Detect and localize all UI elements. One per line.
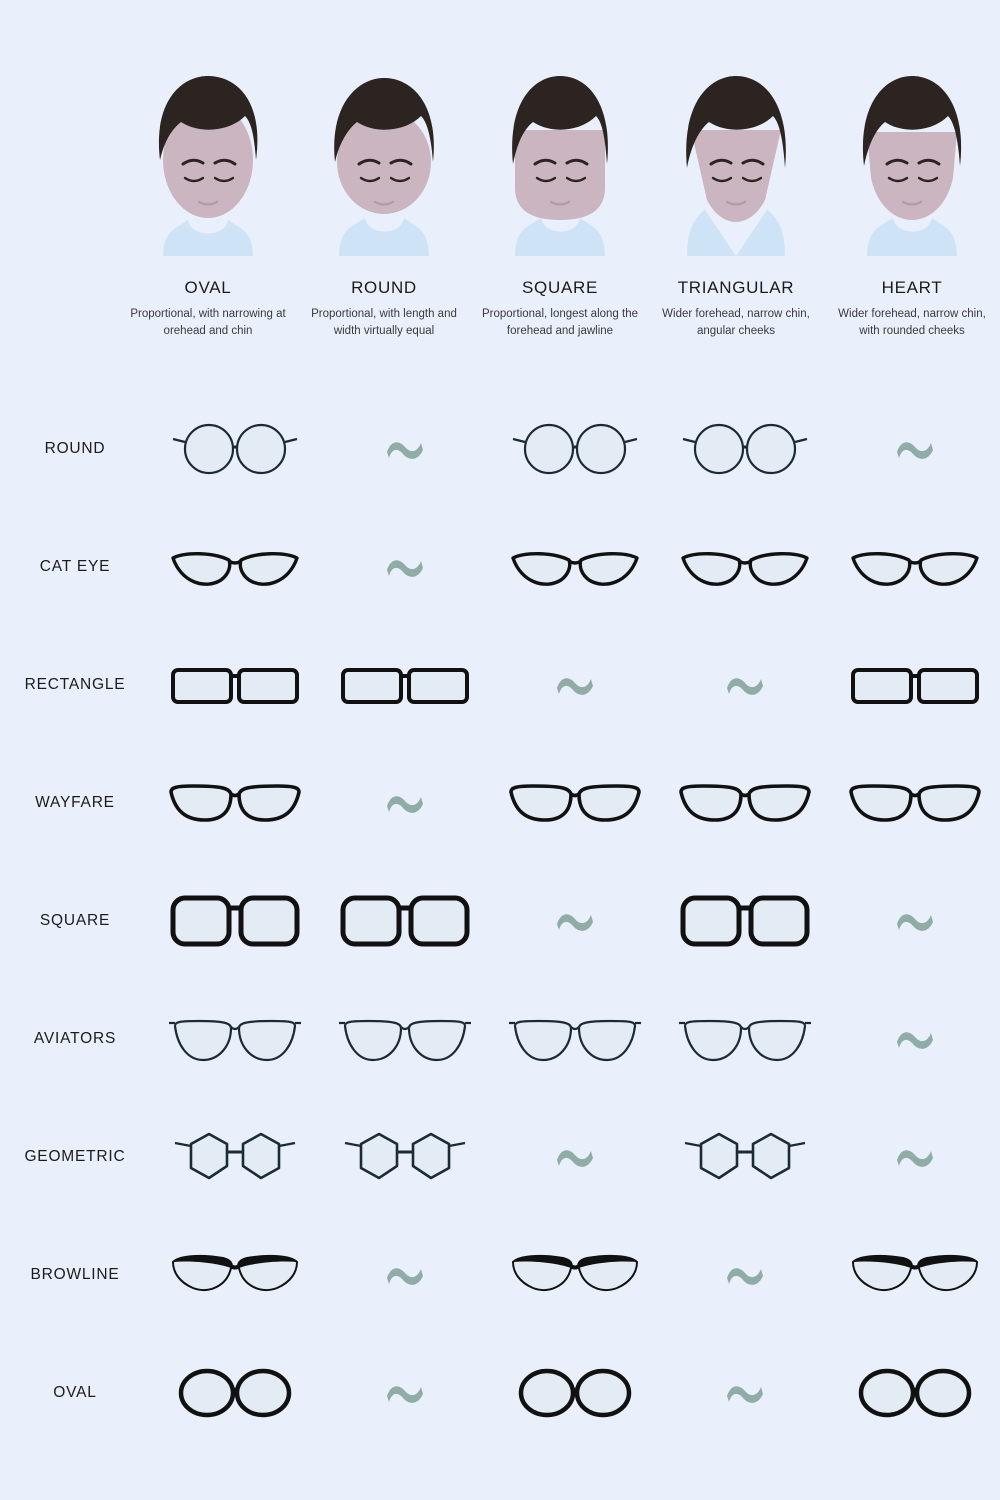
glasses-match-browline-heart [830,1216,1000,1334]
glasses-row-geometric [0,1098,1000,1216]
face-shape-title: HEART [881,278,943,297]
glasses-row-round [0,390,1000,508]
glasses-match-oval-oval [150,1334,320,1452]
face-shape-title: ROUND [351,278,417,297]
squiggle-icon [830,862,1000,980]
glasses-match-rectangle-oval [150,626,320,744]
glasses-row-wayfare [0,744,1000,862]
squiggle-icon [490,626,660,744]
face-shape-description: Proportional, with length and width virtually equal [311,308,457,337]
face-shape-column-heart [824,60,1000,339]
glasses-row-label: AVIATORS [33,1030,117,1047]
glasses-match-round-oval [150,390,320,508]
glasses-match-cat-eye-square [490,508,660,626]
squiggle-icon [660,626,830,744]
face-shape-column-round [296,60,472,339]
glasses-match-aviators-round [320,980,490,1098]
face-illustration-heart [837,60,987,260]
squiggle-icon [490,862,660,980]
face-shape-header-row [120,60,1000,339]
squiggle-icon [320,1334,490,1452]
squiggle-icon [660,1334,830,1452]
glasses-match-cat-eye-triangular [660,508,830,626]
glasses-row-label: OVAL [53,1384,97,1401]
glasses-match-geometric-round [320,1098,490,1216]
glasses-row-label: ROUND [44,440,106,457]
glasses-match-wayfare-heart [830,744,1000,862]
face-shape-description: Proportional, longest along the forehead and jawline [482,308,638,337]
glasses-row-aviators [0,980,1000,1098]
glasses-match-geometric-oval [150,1098,320,1216]
squiggle-icon [830,390,1000,508]
glasses-match-wayfare-triangular [660,744,830,862]
glasses-match-aviators-triangular [660,980,830,1098]
glasses-match-aviators-square [490,980,660,1098]
glasses-match-wayfare-oval [150,744,320,862]
glasses-match-rectangle-heart [830,626,1000,744]
squiggle-icon [320,390,490,508]
face-shape-title: TRIANGULAR [677,278,795,297]
glasses-match-browline-square [490,1216,660,1334]
glasses-row-square [0,862,1000,980]
glasses-match-aviators-oval [150,980,320,1098]
glasses-row-label: WAYFARE [35,794,115,811]
glasses-grid [0,390,1000,1452]
face-illustration-triangular [661,60,811,260]
glasses-match-oval-square [490,1334,660,1452]
squiggle-icon [830,1098,1000,1216]
squiggle-icon [320,744,490,862]
face-shape-title: SQUARE [522,278,598,297]
face-shape-column-triangular [648,60,824,339]
glasses-match-oval-heart [830,1334,1000,1452]
squiggle-icon [490,1098,660,1216]
glasses-match-round-square [490,390,660,508]
face-illustration-square [485,60,635,260]
face-illustration-round [309,60,459,260]
glasses-match-square-triangular [660,862,830,980]
glasses-match-rectangle-round [320,626,490,744]
glasses-row-label: SQUARE [39,912,111,929]
glasses-row-browline [0,1216,1000,1334]
glasses-row-label: BROWLINE [30,1266,120,1283]
face-shape-column-oval [120,60,296,339]
glasses-row-label: CAT EYE [39,558,111,575]
glasses-match-wayfare-square [490,744,660,862]
face-shape-column-square [472,60,648,339]
glasses-match-browline-oval [150,1216,320,1334]
glasses-match-cat-eye-oval [150,508,320,626]
face-shape-description: Wider forehead, narrow chin, angular cheeks [662,308,810,337]
glasses-match-cat-eye-heart [830,508,1000,626]
face-shape-title: OVAL [184,278,232,297]
squiggle-icon [830,980,1000,1098]
glasses-row-rectangle [0,626,1000,744]
glasses-row-label: RECTANGLE [24,676,126,693]
squiggle-icon [320,1216,490,1334]
glasses-match-square-round [320,862,490,980]
glasses-row-cat-eye [0,508,1000,626]
face-shape-description: Proportional, with narrowing at orehead and chin [130,308,286,337]
glasses-match-geometric-triangular [660,1098,830,1216]
squiggle-icon [320,508,490,626]
glasses-match-round-triangular [660,390,830,508]
squiggle-icon [660,1216,830,1334]
glasses-row-oval [0,1334,1000,1452]
face-illustration-oval [133,60,283,260]
glasses-row-label: GEOMETRIC [24,1148,126,1165]
face-shape-description: Wider forehead, narrow chin, with rounded cheeks [838,308,986,337]
glasses-match-square-oval [150,862,320,980]
